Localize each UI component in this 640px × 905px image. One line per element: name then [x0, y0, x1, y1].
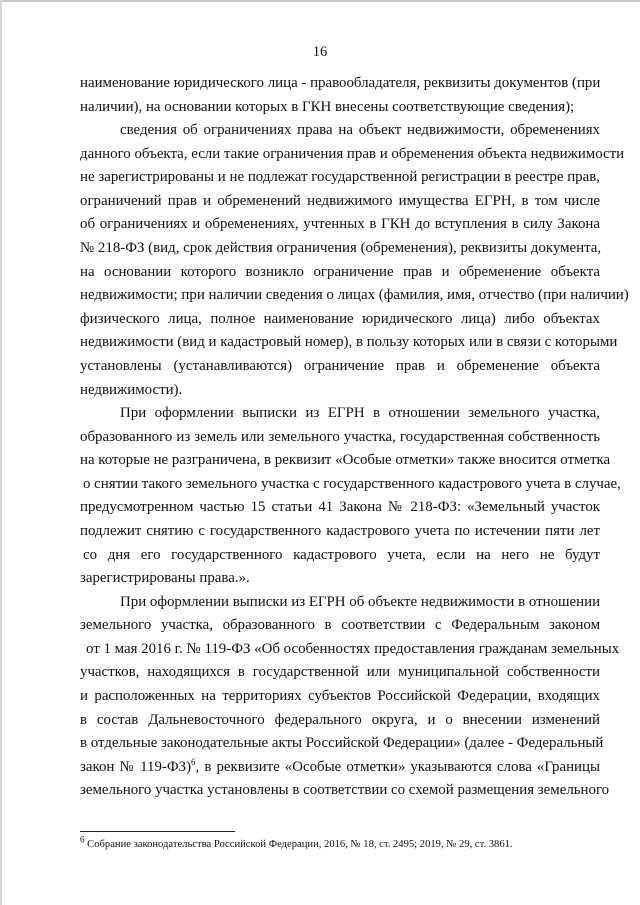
- text-line: со дня его государственного кадастрового учета, если на него не будут: [83, 546, 600, 563]
- paragraph-first-line: При оформлении выписки из ЕГРН в отношении земельного участка,: [120, 405, 600, 422]
- text-line: земельного участка, образованного в соответствии с Федеральным законом: [80, 617, 600, 634]
- scan-edge-left: [0, 0, 2, 905]
- text-line: и расположенных на территориях субъектов Российской Федерации, входящих: [80, 688, 600, 705]
- text-line: на основании которого возникло ограничение прав и обременение объекта: [80, 263, 600, 280]
- text-fragment: , в реквизите «Особые отметки» указываются слова «Границы: [195, 758, 600, 775]
- footnote: [80, 834, 600, 852]
- text-line: в состав Дальневосточного федерального округа, и о внесении изменений: [80, 711, 600, 728]
- text-line: о снятии такого земельного участка с государственного кадастрового учета в случае,: [83, 475, 621, 492]
- text-line: предусмотренном частью 15 статьи 41 Закона № 218-ФЗ: «Земельный участок: [80, 499, 600, 516]
- text-line: наличии), на основании которых в ГКН внесены соответствующие сведения);: [80, 98, 575, 115]
- text-line: установлены (устанавливаются) ограничение прав и обременение объекта: [80, 357, 600, 374]
- text-line: недвижимости (вид и кадастровый номер), в пользу которых или в связи с которыми: [80, 334, 618, 351]
- text-fragment: закон № 119-ФЗ): [80, 758, 192, 775]
- text-line: ограничений прав и обременений недвижимого имущества ЕГРН, в том числе: [80, 192, 600, 209]
- text-line: № 218-ФЗ (вид, срок действия ограничения (обременения), реквизиты документа,: [80, 240, 602, 257]
- text-line: об ограничениях и обременениях, учтенных в ГКН до вступления в силу Закона: [80, 216, 600, 233]
- text-line-with-footnote: [80, 756, 600, 780]
- text-line: участков, находящихся в государственной или муниципальной собственности: [80, 664, 600, 681]
- footnote-separator: [80, 831, 235, 832]
- text-line: недвижимости).: [80, 381, 183, 398]
- text-line: наименование юридического лица - правообладателя, реквизиты документов (при: [80, 75, 601, 91]
- text-line: недвижимости; при наличии сведения о лицах (фамилия, имя, отчество (при наличии): [80, 287, 629, 304]
- body-text: [80, 72, 629, 803]
- paragraph-first-line: сведения об ограничениях права на объект недвижимости, обременениях: [120, 122, 600, 139]
- text-line: не зарегистрированы и не подлежат государственной регистрации в реестре прав,: [80, 169, 600, 186]
- footnote-text: Собрание законодательства Российской Федерации, 2016, № 18, ст. 2495; 2019, № 29, ст. 3861.: [84, 839, 513, 850]
- scan-edge-top: [0, 0, 640, 2]
- text-line: образованного из земель или земельного участка, государственная собственность: [80, 428, 600, 445]
- text-line: от 1 мая 2016 г. № 119-ФЗ «Об особенностях предоставления гражданам земельных: [86, 640, 620, 657]
- text-line: зарегистрированы права.».: [80, 570, 250, 587]
- paragraph-first-line: При оформлении выписки из ЕГРН об объекте недвижимости в отношении: [120, 593, 601, 610]
- text-line: подлежит снятию с государственного кадастрового учета по истечении пяти лет: [80, 522, 600, 539]
- footnote-marker: 6: [80, 834, 85, 845]
- text-line: данного объекта, если такие ограничения прав и обременения объекта недвижимости: [80, 145, 625, 162]
- page-number: 16: [312, 44, 328, 60]
- footnote-reference: 6: [191, 756, 196, 767]
- text-line: в отдельные законодательные акты Российской Федерации» (далее - Федеральный: [80, 735, 604, 752]
- text-line: земельного участка установлены в соответствии со схемой размещения земельного: [80, 782, 610, 799]
- text-line: на которые не разграничена, в реквизит «Особые отметки» также вносится отметка: [80, 452, 611, 469]
- text-line: физического лица, полное наименование юридического лица) либо объектах: [80, 310, 600, 327]
